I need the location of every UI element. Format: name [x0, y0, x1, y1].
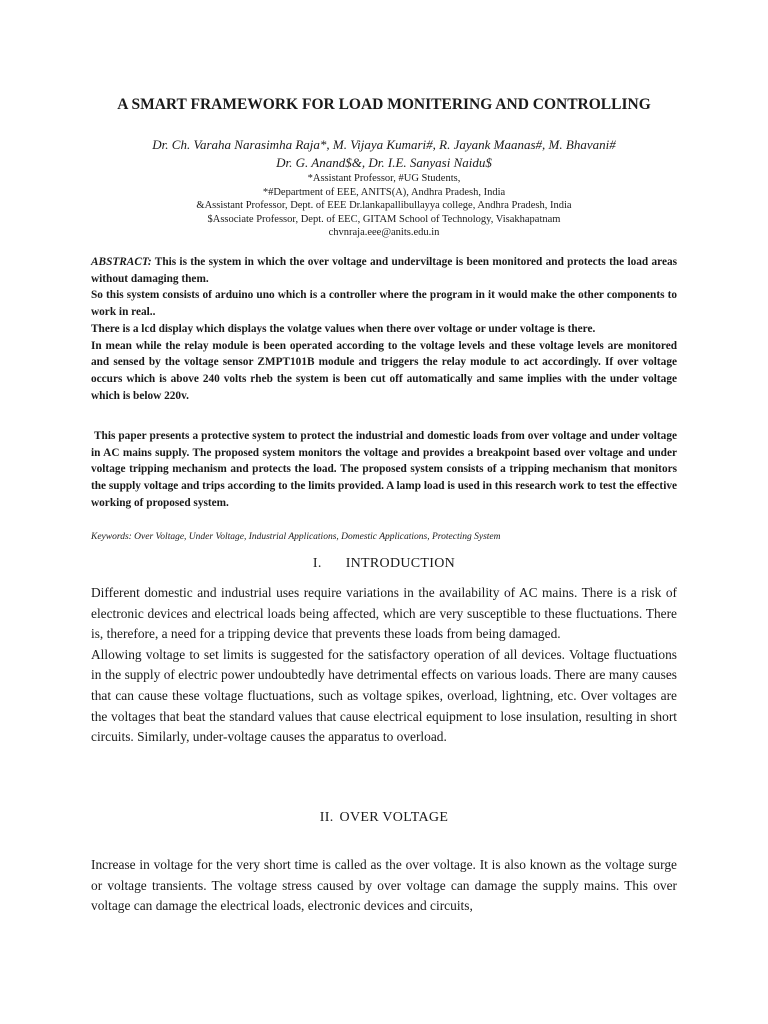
affiliation-line: $Associate Professor, Dept. of EEC, GITAM School of Technology, Visakhapatnam — [207, 213, 561, 225]
body-paragraph: Allowing voltage to set limits is suggested for the satisfactory operation of all devices. Voltage fluctuations in the supply of electric power undoubtedly have detrimental effects on various loads. There are many causes that can cause these voltage fluctuations, such as voltage spikes, overload, lightning, etc. Over voltages are the voltages that beat the standard values that cause electrical equipment to lose insulation, resulting in short circuits. Similarly, under-voltage causes the apparatus to overload. — [91, 646, 677, 745]
affiliations — [60, 172, 708, 240]
author-list — [60, 136, 708, 172]
abstract-paragraph: So this system consists of arduino uno which is a controller where the program in it would make the other components to work in real.. — [91, 289, 677, 319]
body-paragraph: Increase in voltage for the very short time is called as the over voltage. It is also known as the voltage surge or voltage transients. The voltage stress caused by over voltage can damage the supply mains. This over voltage can damage the electrical loads, electronic devices and circuits, — [91, 857, 677, 914]
over-voltage-body — [91, 855, 677, 917]
abstract-paragraph: In mean while the relay module is been operated according to the voltage levels and these voltage levels are monitored and sensed by the voltage sensor ZMPT101B module and triggers the relay module to act accordingly. If over voltage occurs which is above 240 volts rheb the system is been cut off automatically and same implies with the under voltage which is below 220v. — [91, 339, 677, 402]
paper-title: A SMART FRAMEWORK FOR LOAD MONITERING AND CONTROLLING — [117, 96, 651, 113]
authors-line-1: Dr. Ch. Varaha Narasimha Raja*, M. Vijaya Kumari#, R. Jayank Maanas#, M. Bhavani# — [152, 137, 616, 152]
authors-line-2: Dr. G. Anand$&, Dr. I.E. Sanyasi Naidu$ — [276, 155, 492, 170]
section-title: INTRODUCTION — [345, 556, 456, 571]
contact-email: chvnraja.eee@anits.edu.in — [328, 227, 440, 239]
section-number: II. — [319, 810, 334, 825]
abstract-summary: This paper presents a protective system to protect the industrial and domestic loads from over voltage and under voltage in AC mains supply. The proposed system monitors the voltage and provides a breakpoint based over voltage and under voltage tripping mechanism and protects the load. The proposed system consists of a tripping mechanism that monitors the supply voltage and trips according to the limits provided. A lamp load is used in this research work to test the effective working of proposed system. — [91, 430, 677, 509]
introduction-body — [91, 583, 677, 748]
abstract-label: ABSTRACT: — [91, 256, 152, 268]
affiliation-line: &Assistant Professor, Dept. of EEE Dr.lankapallibullayya college, Andhra Pradesh, India — [196, 200, 572, 212]
keywords: Keywords: Over Voltage, Under Voltage, Industrial Applications, Domestic Applications, Protecting System — [91, 532, 501, 542]
abstract-paragraph: ABSTRACT: This is the system in which the over voltage and underviltage is been monitored and protects the load areas without damaging them. — [91, 256, 677, 285]
abstract-paragraph: There is a lcd display which displays the volatge values when there over voltage or under voltage is there. — [91, 322, 596, 335]
affiliation-line: *Assistant Professor, #UG Students, — [307, 173, 461, 184]
section-heading-over-voltage — [91, 810, 677, 826]
section-title: OVER VOLTAGE — [339, 810, 449, 825]
abstract — [91, 254, 677, 404]
section-heading-introduction — [91, 556, 677, 572]
body-paragraph: Different domestic and industrial uses require variations in the availability of AC mains. There is a risk of electronic devices and electrical loads being affected, which are very susceptible to these fluctuations. There is, therefore, a need for a tripping device that prevents these loads from being damaged. — [91, 585, 677, 642]
affiliation-line: *#Department of EEE, ANITS(A), Andhra Pradesh, India — [262, 186, 506, 198]
section-number: I. — [312, 556, 322, 571]
